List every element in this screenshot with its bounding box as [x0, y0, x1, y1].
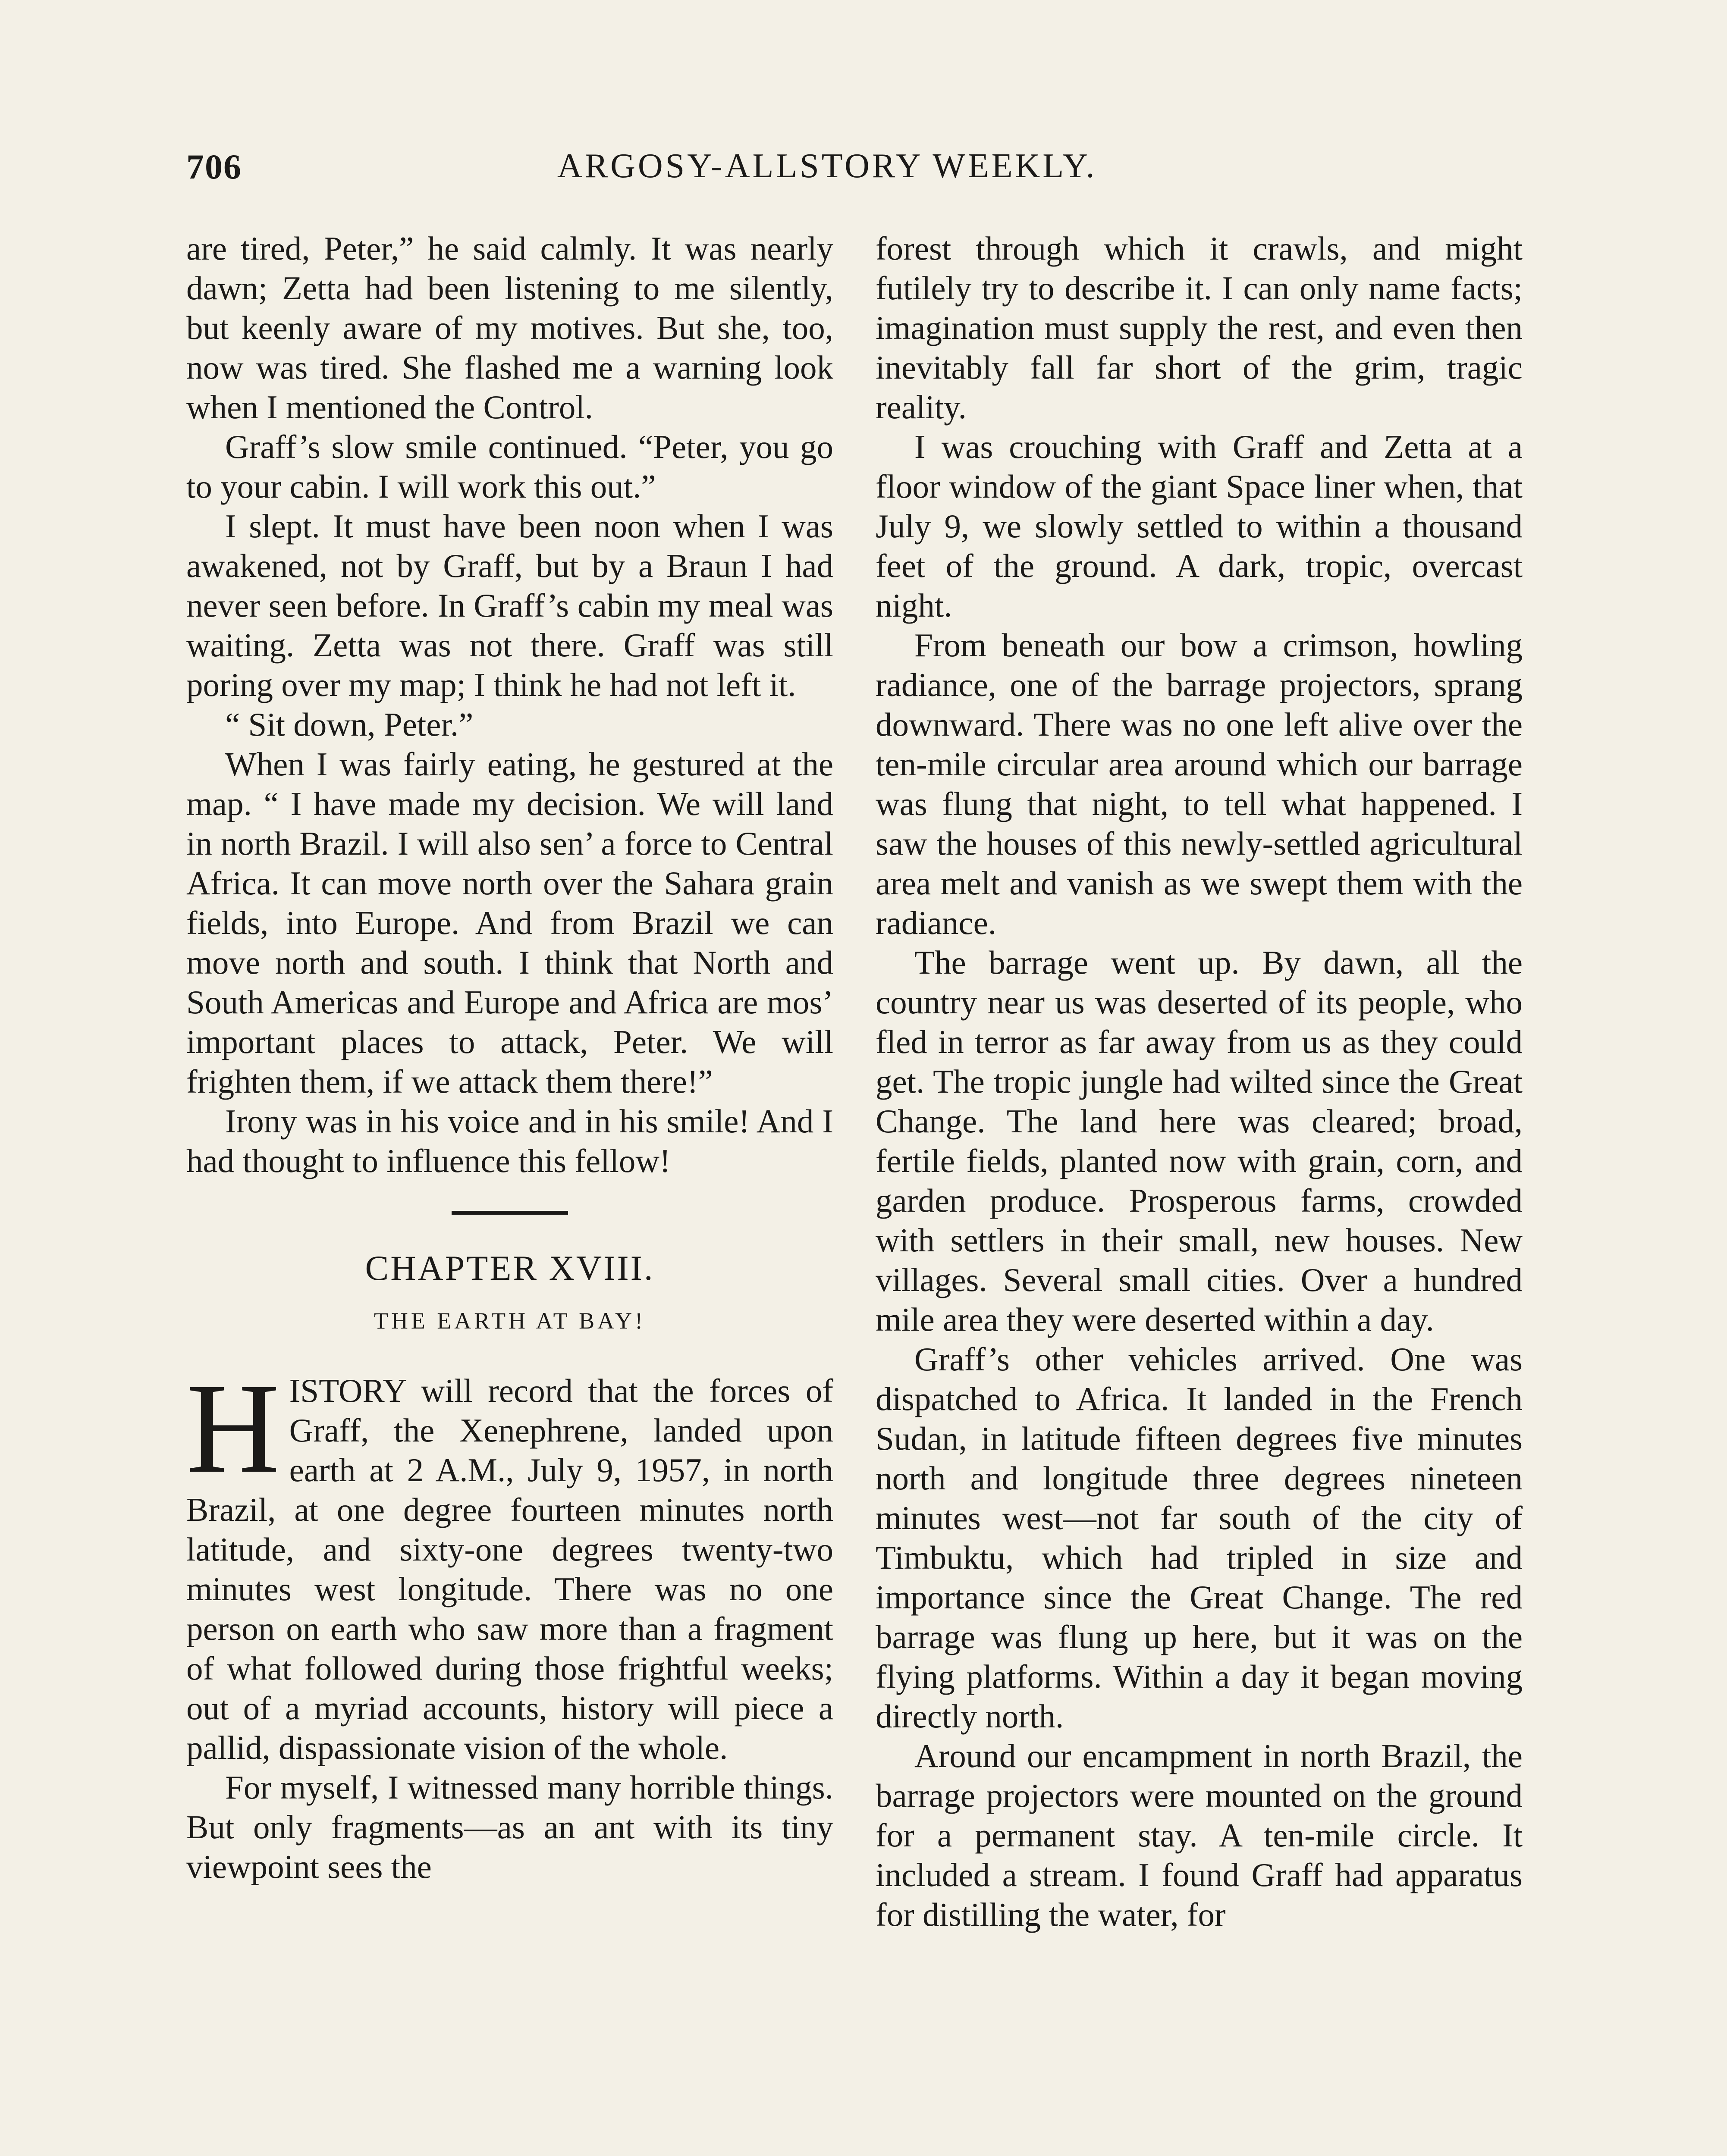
left-column	[186, 229, 833, 1887]
paragraph: Graff’s other vehicles arrived. One was dispatched to Africa. It landed in the French Sudan, in latitude fifteen degrees five minutes north and longitude three degrees nineteen minutes west—not far south of the city of Timbuktu, which had tripled in size and importance since the Great Change. The red barrage was flung up here, but it was on the flying platforms. Within a day it began moving directly north.	[876, 1341, 1523, 1735]
drop-cap: H	[186, 1357, 280, 1500]
right-column	[876, 229, 1523, 1934]
section-divider	[452, 1211, 568, 1215]
paragraph: Graff’s slow smile continued. “Peter, you go to your cabin. I will work this out.”	[186, 428, 833, 505]
paragraph: From beneath our bow a crimson, howling radiance, one of the barrage projectors, sprang downward. There was no one left alive over the ten-mile circular area around which our barrage was flung that night, to tell what happened. I saw the houses of this newly-settled agricultural area melt and vanish as we swept them with the radiance.	[876, 627, 1523, 941]
paragraph: When I was fairly eating, he gestured at the map. “ I have made my decision. We will land in north Brazil. I will also sen’ a force to Central Africa. It can move north over the Sahara grain fields, into Europe. And from Brazil we can move north and south. I think that North and South Americas and Europe and Africa are mos’ important places to attack, Peter. We will frighten them, if we attack them there!”	[186, 746, 833, 1100]
paragraph: “ Sit down, Peter.”	[225, 706, 474, 743]
running-title: ARGOSY-ALLSTORY WEEKLY.	[557, 147, 1097, 185]
paragraph: Irony was in his voice and in his smile! And I had thought to influence this fellow!	[186, 1103, 833, 1179]
paragraph: are tired, Peter,” he said calmly. It was nearly dawn; Zetta had been listening to me silently, but keenly aware of my motives. But she, too, now was tired. She flashed me a warning look when I mentioned the Control.	[186, 230, 833, 426]
chapter-opening-paragraph	[186, 1357, 833, 1767]
chapter-heading: CHAPTER XVIII.	[365, 1248, 655, 1288]
paragraph: For myself, I witnessed many horrible things. But only fragments—as an ant with its tiny viewpoint sees the	[186, 1769, 833, 1885]
paragraph: The barrage went up. By dawn, all the country near us was deserted of its people, who fled in terror as far away from us as they could get. The tropic jungle had wilted since the Great Change. The land here was cleared; broad, fertile fields, planted now with grain, corn, and garden produce. Prosperous farms, crowded with settlers in their small, new houses. New villages. Several small cities. Over a hundred mile area they were deserted within a day.	[876, 944, 1523, 1338]
paragraph: Around our encampment in north Brazil, the barrage projectors were mounted on the ground for a permanent stay. A ten-mile circle. It included a stream. I found Graff had apparatus for distilling the water, for	[876, 1737, 1523, 1933]
page-header	[186, 147, 1541, 207]
opening-paragraph-text: ISTORY will record that the forces of Graff, the Xenephrene, landed upon earth at 2 A.M., July 9, 1957, in north Brazil, at one degree fourteen minutes north latitude, and sixty-one degrees twenty-two minutes west longitude. There was no one person on earth who saw more than a fragment of what followed during those frightful weeks; out of a myriad accounts, history will piece a pallid, dispassionate vision of the whole.	[186, 1372, 833, 1766]
paragraph: I slept. It must have been noon when I was awakened, not by Graff, but by a Braun I had never seen before. In Graff’s cabin my meal was waiting. Zetta was not there. Graff was still poring over my map; I think he had not left it.	[186, 508, 833, 703]
paragraph: I was crouching with Graff and Zetta at a floor window of the giant Space liner when, that July 9, we slowly settled to within a thousand feet of the ground. A dark, tropic, overcast night.	[876, 428, 1523, 624]
page-number: 706	[186, 147, 242, 186]
paragraph: forest through which it crawls, and might futilely try to describe it. I can only name facts; imagination must supply the rest, and even then inevitably fall far short of the grim, tragic reality.	[876, 230, 1523, 426]
chapter-subtitle: THE EARTH AT BAY!	[374, 1308, 646, 1334]
